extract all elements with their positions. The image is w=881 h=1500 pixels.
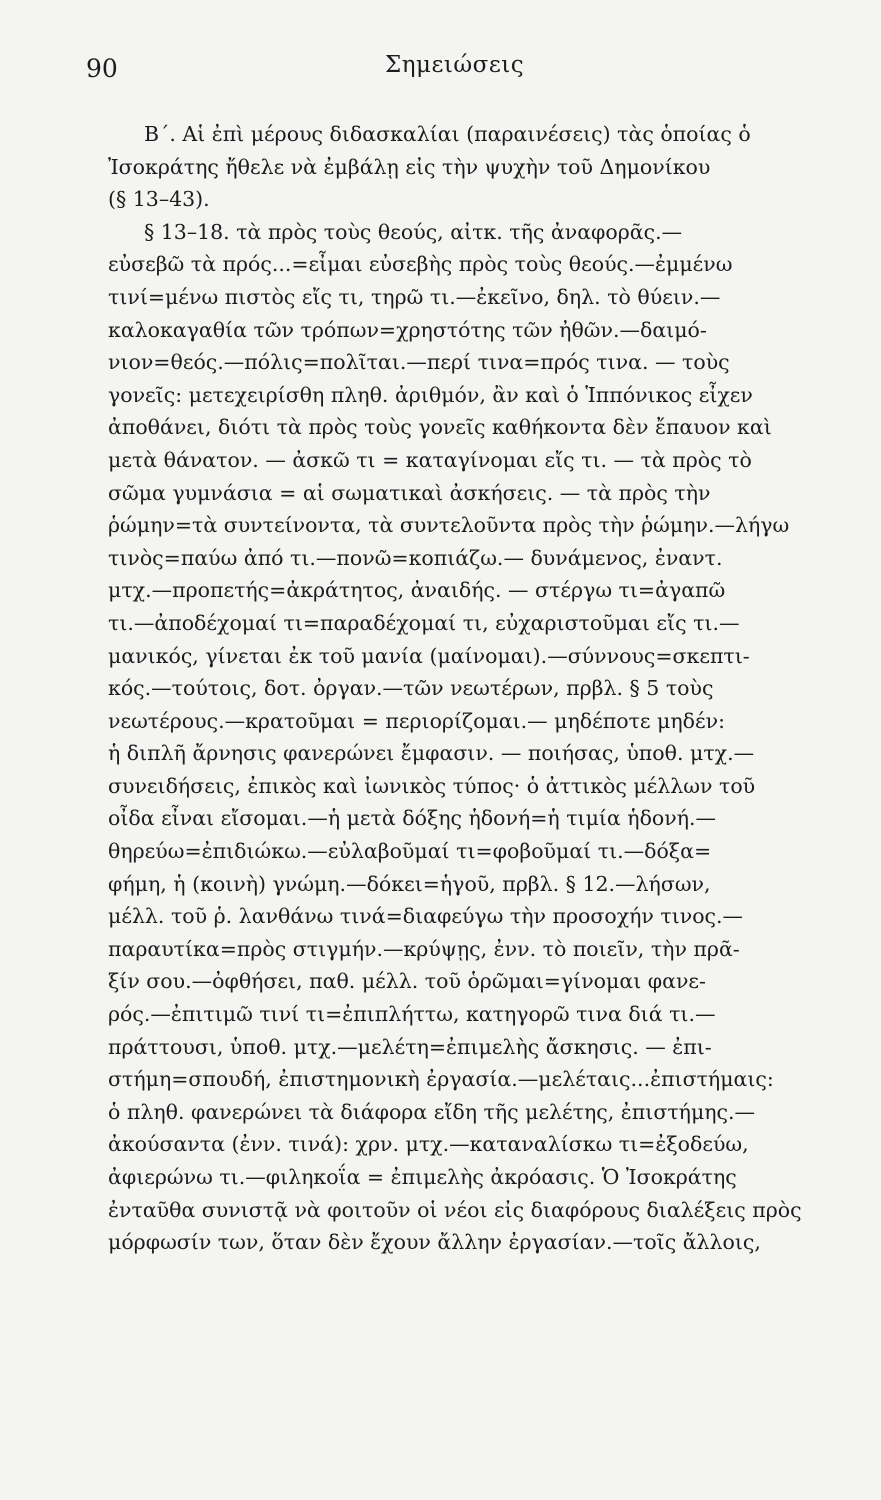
running-title: Σημειώσεις [385,52,525,78]
text-line: γονεῖς: μετεχειρίσθη πληθ. ἀριθμόν, ἂν καὶ ὁ Ἱππόνικος εἶχεν [108,382,753,407]
text-line: σῶμα γυμνάσια = αἱ σωματικαὶ ἀσκήσεις. — τὰ πρὸς τὴν [108,480,711,505]
text-line: παραυτίκα=πρὸς στιγμήν.—κρύψῃς, ἐνν. τὸ ποιεῖν, τὴν πρᾶ- [108,936,740,961]
text-line: ἡ διπλῆ ἄρνησις φανερώνει ἔμφασιν. — ποιήσας, ὑποθ. μτχ.— [108,741,755,766]
text-line: πράττουσι, ὑποθ. μτχ.—μελέτη=ἐπιμελὴς ἄσκησις. — ἐπι- [108,1034,712,1059]
text-line: τινί=μένω πιστὸς εἴς τι, τηρῶ τι.—ἐκεῖνο, δηλ. τὸ θύειν.— [108,284,721,309]
text-line: κός.—τούτοις, δοτ. ὀργαν.—τῶν νεωτέρων, πρβλ. § 5 τοὺς [108,676,714,701]
text-line: τι.—ἀποδέχομαί τι=παραδέχομαί τι, εὐχαριστοῦμαι εἴς τι.— [108,610,740,635]
text-line: ρός.—ἐπιτιμῶ τινί τι=ἐπιπλήττω, κατηγορῶ τινα διά τι.— [108,1002,716,1027]
text-line: ἀφιερώνω τι.—φιληκοΐα = ἐπιμελὴς ἀκρόασις. Ὁ Ἰσοκράτης [108,1165,737,1189]
text-line: στήμη=σπουδή, ἐπιστημονικὴ ἐργασία.—μελέταις...ἐπιστήμαις: [108,1067,774,1092]
text-line: εὐσεβῶ τὰ πρός...=εἶμαι εὐσεβὴς πρὸς τοὺς θεούς.—ἐμμένω [108,252,733,277]
notes-body [108,118,838,1259]
text-line: Ἰσοκράτης ἤθελε νὰ ἐμβάλῃ εἰς τὴν ψυχὴν τοῦ Δημονίκου [108,154,711,179]
text-line: νεωτέρους.—κρατοῦμαι = περιορίζομαι.— μηδέποτε μηδέν: [108,708,725,733]
text-line: θηρεύω=ἐπιδιώκω.—εὐλαβοῦμαί τι=φοβοῦμαί τι.—δόξα= [108,839,712,864]
text-line: ἀποθάνει, διότι τὰ πρὸς τοὺς γονεῖς καθήκοντα δὲν ἔπαυον καὶ [108,415,772,440]
text-line: μέλλ. τοῦ ῥ. λανθάνω τινά=διαφεύγω τὴν προσοχήν τινος.— [108,904,744,929]
page-number: 90 [86,54,118,83]
text-line: μανικός, γίνεται ἐκ τοῦ μανία (μαίνομαι).—σύννους=σκεπτι- [108,643,750,668]
text-line: φήμη, ἡ (κοινὴ) γνώμη.—δόκει=ἡγοῦ, πρβλ. § 12.—λήσων, [108,871,711,896]
text-line: § 13–18. τὰ πρὸς τοὺς θεούς, αἰτκ. τῆς ἀναφορᾶς.— [144,219,683,244]
text-line: καλοκαγαθία τῶν τρόπων=χρηστότης τῶν ἠθῶν.—δαιμό- [108,317,707,342]
text-line: μόρφωσίν των, ὅταν δὲν ἔχουν ἄλλην ἐργασίαν.—τοῖς ἄλλοις, [108,1230,761,1255]
text-line: ἐνταῦθα συνιστᾷ νὰ φοιτοῦν οἱ νέοι εἰς διαφόρους διαλέξεις πρὸς [108,1197,802,1222]
text-line: Β΄. Αἱ ἐπὶ μέρους διδασκαλίαι (παραινέσεις) τὰς ὁποίας ὁ [144,122,751,146]
page-header [0,48,881,88]
text-line: ἀκούσαντα (ἐνν. τινά): χρν. μτχ.—καταναλίσκω τι=ἐξοδεύω, [108,1132,749,1157]
text-line: μετὰ θάνατον. — ἀσκῶ τι = καταγίνομαι εἴς τι. — τὰ πρὸς τὸ [108,447,752,472]
text-line: ξίν σου.—ὀφθήσει, παθ. μέλλ. τοῦ ὁρῶμαι=γίνομαι φανε- [108,969,706,994]
text-line: ὁ πληθ. φανερώνει τὰ διάφορα εἴδη τῆς μελέτης, ἐπιστήμης.— [108,1099,756,1124]
text-line: οἶδα εἶναι εἴσομαι.—ἡ μετὰ δόξης ἡδονή=ἡ τιμία ἡδονή.— [108,806,717,831]
text-line: συνειδήσεις, ἐπικὸς καὶ ἰωνικὸς τύπος· ὁ ἀττικὸς μέλλων τοῦ [108,773,756,798]
text-line: (§ 13–43). [108,187,210,212]
text-line: τινὸς=παύω ἀπό τι.—πονῶ=κοπιάζω.— δυνάμενος, ἐναντ. [108,545,723,570]
text-line: νιον=θεός.—πόλις=πολῖται.—περί τινα=πρός τινα. — τοὺς [108,350,730,375]
text-line: μτχ.—προπετής=ἀκράτητος, ἀναιδής. — στέργω τι=ἀγαπῶ [108,578,726,603]
text-line: ῥώμην=τὰ συντείνοντα, τὰ συντελοῦντα πρὸς τὴν ῥώμην.—λήγω [108,513,790,538]
